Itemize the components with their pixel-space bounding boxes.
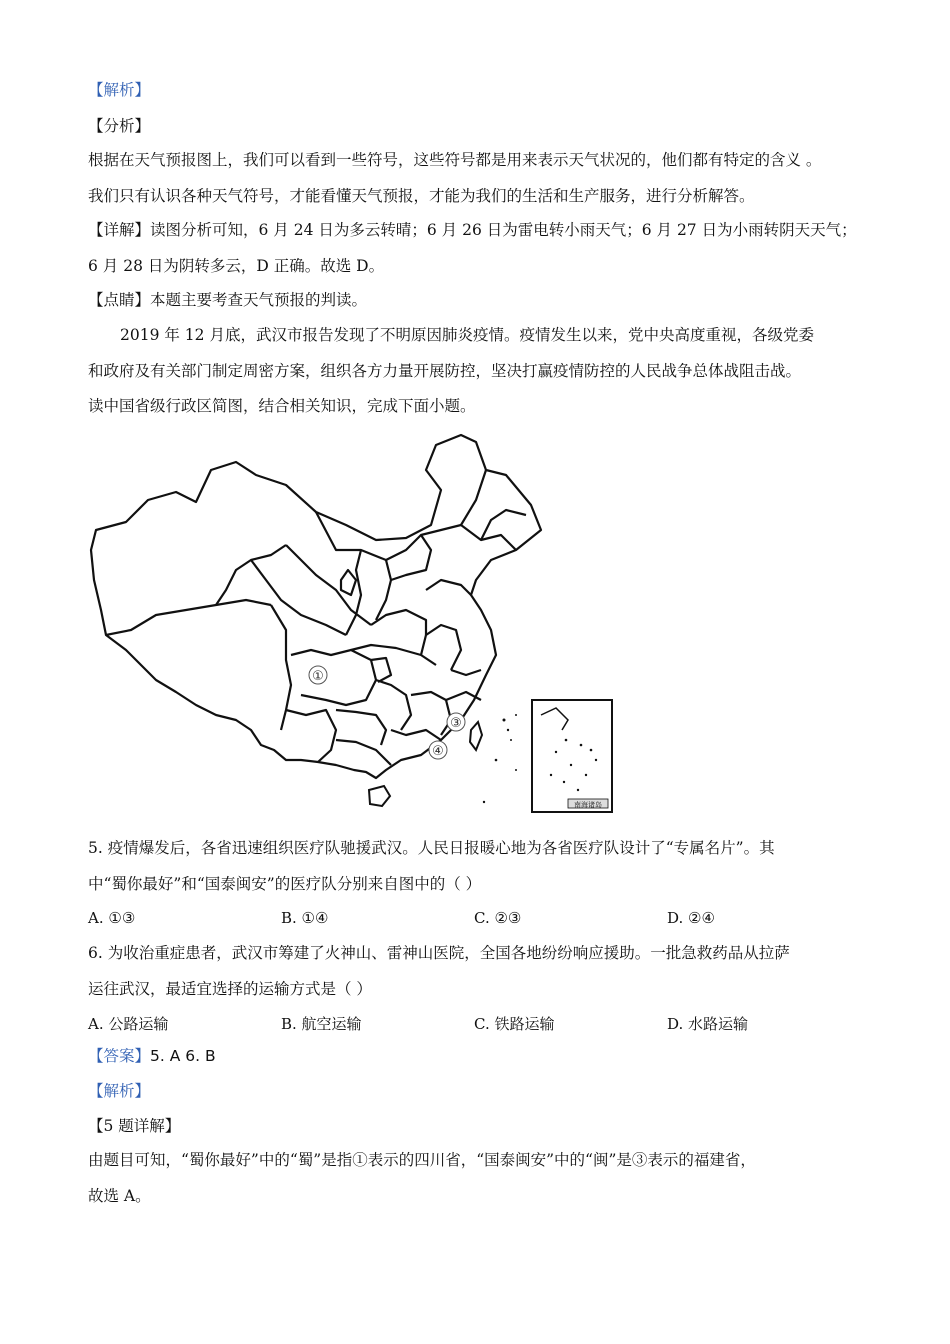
q5-detail-line-1: 由题目可知，“蜀你最好”中的“蜀”是指①表示的四川省，“国泰闽安”中的“闽”是③表示的福建省， xyxy=(88,1151,756,1169)
q6-option-b[interactable]: B. 航空运输 xyxy=(281,1015,362,1033)
jiangxi-border xyxy=(411,692,451,735)
answer-line xyxy=(88,1046,216,1066)
q6-option-c[interactable]: C. 铁路运输 xyxy=(474,1015,555,1033)
q5-detail-heading: 【5 题详解】 xyxy=(88,1117,181,1135)
marker-1-label: ① xyxy=(312,669,324,684)
comment-line: 【点睛】本题主要考查天气预报的判读。 xyxy=(88,291,368,309)
intro-line-1: 2019 年 12 月底，武汉市报告发现了不明原因肺炎疫情。疫情发生以来，党中央高度重视，各级党委 xyxy=(120,326,814,344)
guangxi-border xyxy=(336,740,391,765)
shandong-border xyxy=(426,580,471,595)
inset-caption: 南海诸岛 xyxy=(574,801,602,809)
analysis-subheading: 【分析】 xyxy=(88,117,151,135)
xinjiang-tibet-border xyxy=(106,600,271,635)
analysis-tag-2: 【解析】 xyxy=(88,1082,151,1100)
small-islands xyxy=(483,714,517,803)
south-china-sea-inset xyxy=(532,700,612,812)
intro-line-3: 读中国省级行政区简图，结合相关知识，完成下面小题。 xyxy=(88,397,476,415)
detail-line-1: 【详解】读图分析可知，6 月 24 日为多云转晴；6 月 26 日为雷电转小雨天气；6 月 27 日为小雨转阴天天气； xyxy=(88,221,857,239)
question-6-line-2: 运往武汉，最适宜选择的运输方式是（ ） xyxy=(88,980,372,998)
analysis-paragraph-2: 我们只有认识各种天气符号，才能看懂天气预报，才能为我们的生活和生产服务，进行分析解答。 xyxy=(88,187,755,205)
hainan-island xyxy=(369,786,390,806)
inner-mongolia-border xyxy=(316,470,486,560)
answer-text: 5. A 6. B xyxy=(150,1047,216,1065)
ningxia-border xyxy=(341,570,356,595)
q5-option-d[interactable]: D. ②④ xyxy=(667,909,715,927)
q5-option-c[interactable]: C. ②③ xyxy=(474,909,522,927)
northeast-border xyxy=(461,525,516,550)
china-map-svg xyxy=(86,430,626,820)
marker-3-label: ③ xyxy=(450,716,462,731)
yunnan-border xyxy=(286,710,336,762)
shanxi-border xyxy=(376,560,391,620)
analysis-paragraph-1: 根据在天气预报图上，我们可以看到一些符号，这些符号都是用来表示天气状况的，他们都有特定的含义 。 xyxy=(88,151,822,169)
hebei-border xyxy=(391,535,431,580)
q5-option-b[interactable]: B. ①④ xyxy=(281,909,329,927)
sichuan-border xyxy=(291,650,376,705)
answer-tag: 【答案】 xyxy=(88,1047,151,1065)
q5-option-a[interactable]: A. ①③ xyxy=(88,909,136,927)
guangdong-border xyxy=(391,730,441,740)
qinghai-border xyxy=(251,560,346,635)
marker-4-label: ④ xyxy=(432,744,444,759)
intro-line-2: 和政府及有关部门制定周密方案，组织各方力量开展防控，坚决打赢疫情防控的人民战争总体战阻击战。 xyxy=(88,362,802,380)
q5-detail-line-2: 故选 A。 xyxy=(88,1187,151,1205)
question-5-line-2: 中“蜀你最好”和“国泰闽安”的医疗队分别来自图中的（ ） xyxy=(88,875,482,893)
china-province-map xyxy=(86,430,626,820)
jilin-border xyxy=(481,510,526,540)
detail-line-2: 6 月 28 日为阴转多云，D 正确。故选 D。 xyxy=(88,257,385,275)
q6-option-a[interactable]: A. 公路运输 xyxy=(88,1015,169,1033)
question-6-line-1: 6. 为收治重症患者，武汉市筹建了火神山、雷神山医院，全国各地纷纷响应援助。一批急救药品从拉萨 xyxy=(88,944,790,962)
xinjiang-qinghai-border xyxy=(216,545,286,605)
analysis-tag: 【解析】 xyxy=(88,81,151,99)
question-5-line-1: 5. 疫情爆发后，各省迅速组织医疗队驰援武汉。人民日报暖心地为各省医疗队设计了“专属名片”。其 xyxy=(88,839,775,857)
q6-option-d[interactable]: D. 水路运输 xyxy=(667,1015,749,1033)
taiwan-island xyxy=(470,722,482,750)
zhejiang-border xyxy=(451,670,481,675)
